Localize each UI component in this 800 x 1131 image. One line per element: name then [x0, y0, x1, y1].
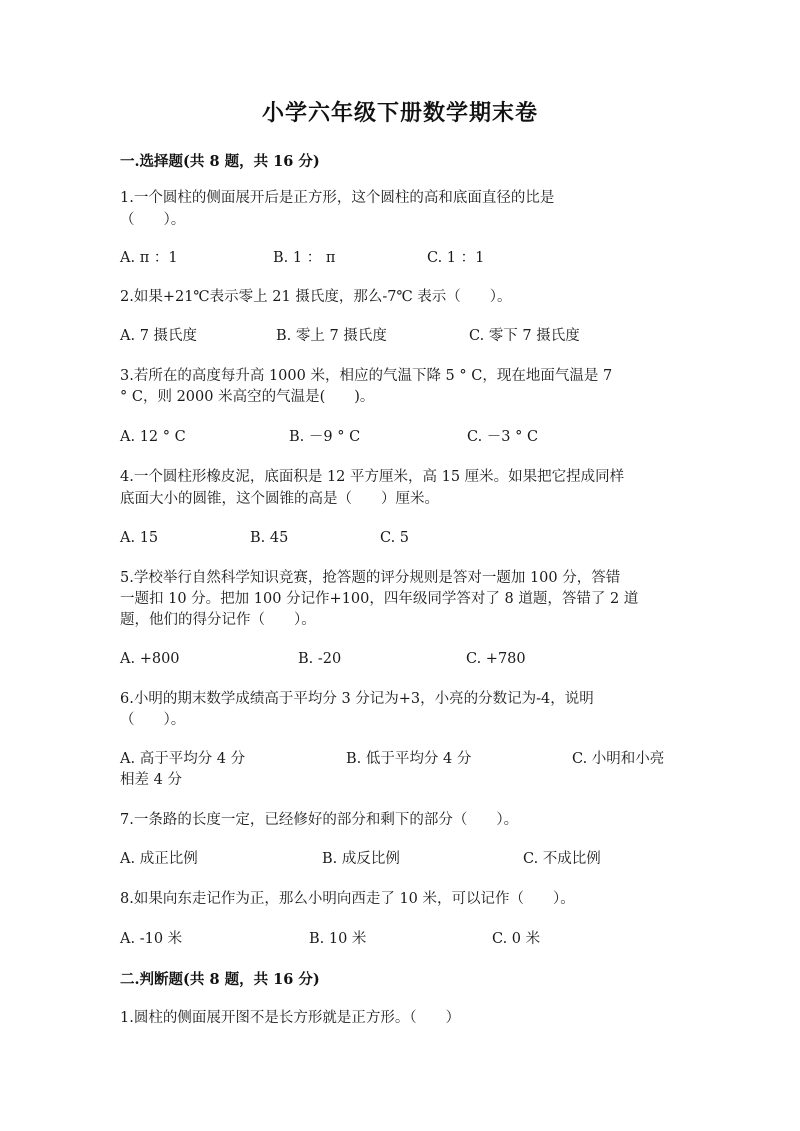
- question-5-option-a: A. +800: [120, 651, 180, 667]
- question-3-option-a: A. 12 ° C: [120, 429, 186, 445]
- judgment-question-1-stem: 1.圆柱的侧面展开图不是长方形就是正方形。（ ）: [120, 1010, 461, 1026]
- question-5-stem-line2: 一题扣 10 分。把加 100 分记作+100，四年级同学答对了 8 道题，答错了 2 道: [120, 591, 639, 607]
- question-2-option-c: C. 零下 7 摄氏度: [469, 328, 580, 344]
- question-2-option-b: B. 零上 7 摄氏度: [276, 328, 387, 344]
- question-4-stem-line1: 4.一个圆柱形橡皮泥，底面积是 12 平方厘米，高 15 厘米。如果把它捏成同样: [120, 469, 625, 485]
- question-7-option-c: C. 不成比例: [523, 851, 601, 867]
- question-1-option-c: C. 1 ：1: [427, 250, 485, 266]
- question-6-option-a: A. 高于平均分 4 分: [120, 751, 246, 767]
- question-4-stem-line2: 底面大小的圆锥，这个圆锥的高是（ ）厘米。: [120, 491, 439, 507]
- section-heading-true-false: 二.判断题(共 8 题，共 16 分): [120, 971, 320, 988]
- question-6-option-b: B. 低于平均分 4 分: [346, 751, 472, 767]
- question-4-option-a: A. 15: [120, 530, 159, 546]
- question-5-option-c: C. +780: [466, 651, 526, 667]
- question-1-option-a: A. π ：1: [120, 250, 178, 266]
- question-8-stem: 8.如果向东走记作为正，那么小明向西走了 10 米，可以记作（ ）。: [120, 891, 575, 907]
- question-8-option-b: B. 10 米: [309, 931, 367, 947]
- question-8-option-a: A. -10 米: [120, 931, 183, 947]
- question-6-option-c-line1: C. 小明和小亮: [572, 751, 665, 767]
- question-7-stem: 7.一条路的长度一定，已经修好的部分和剩下的部分（ ）。: [120, 812, 519, 828]
- question-1-stem-line1: 1.一个圆柱的侧面展开后是正方形，这个圆柱的高和底面直径的比是: [120, 190, 555, 206]
- question-2-stem: 2.如果+21℃表示零上 21 摄氏度，那么-7℃ 表示（ ）。: [120, 289, 512, 305]
- question-6-stem-line1: 6.小明的期末数学成绩高于平均分 3 分记为+3，小亮的分数记为-4，说明: [120, 691, 594, 707]
- question-1-stem-line2: （ ）。: [120, 212, 186, 228]
- question-3-stem-line2: ° C，则 2000 米高空的气温是( )。: [120, 389, 375, 405]
- question-4-option-b: B. 45: [250, 530, 289, 546]
- question-5-stem-line3: 题，他们的得分记作（ ）。: [120, 612, 316, 628]
- question-5-stem-line1: 5.学校举行自然科学知识竞赛，抢答题的评分规则是答对一题加 100 分，答错: [120, 570, 621, 586]
- question-3-stem-line1: 3.若所在的高度每升高 1000 米，相应的气温下降 5 ° C，现在地面气温是 7: [120, 368, 613, 384]
- question-8-option-c: C. 0 米: [492, 931, 541, 947]
- question-7-option-b: B. 成反比例: [322, 851, 400, 867]
- question-5-option-b: B. -20: [298, 651, 342, 667]
- question-3-option-c: C. －3 ° C: [467, 429, 539, 445]
- question-6-stem-line2: （ ）。: [120, 712, 186, 728]
- question-2-option-a: A. 7 摄氏度: [120, 328, 198, 344]
- question-7-option-a: A. 成正比例: [120, 851, 198, 867]
- page-title: 小学六年级下册数学期末卷: [261, 100, 538, 126]
- question-1-option-b: B. 1 ： π: [273, 250, 336, 266]
- question-6-option-c-line2: 相差 4 分: [120, 772, 182, 788]
- section-heading-choice: 一.选择题(共 8 题，共 16 分): [120, 153, 320, 170]
- question-3-option-b: B. －9 ° C: [289, 429, 361, 445]
- question-4-option-c: C. 5: [380, 530, 410, 546]
